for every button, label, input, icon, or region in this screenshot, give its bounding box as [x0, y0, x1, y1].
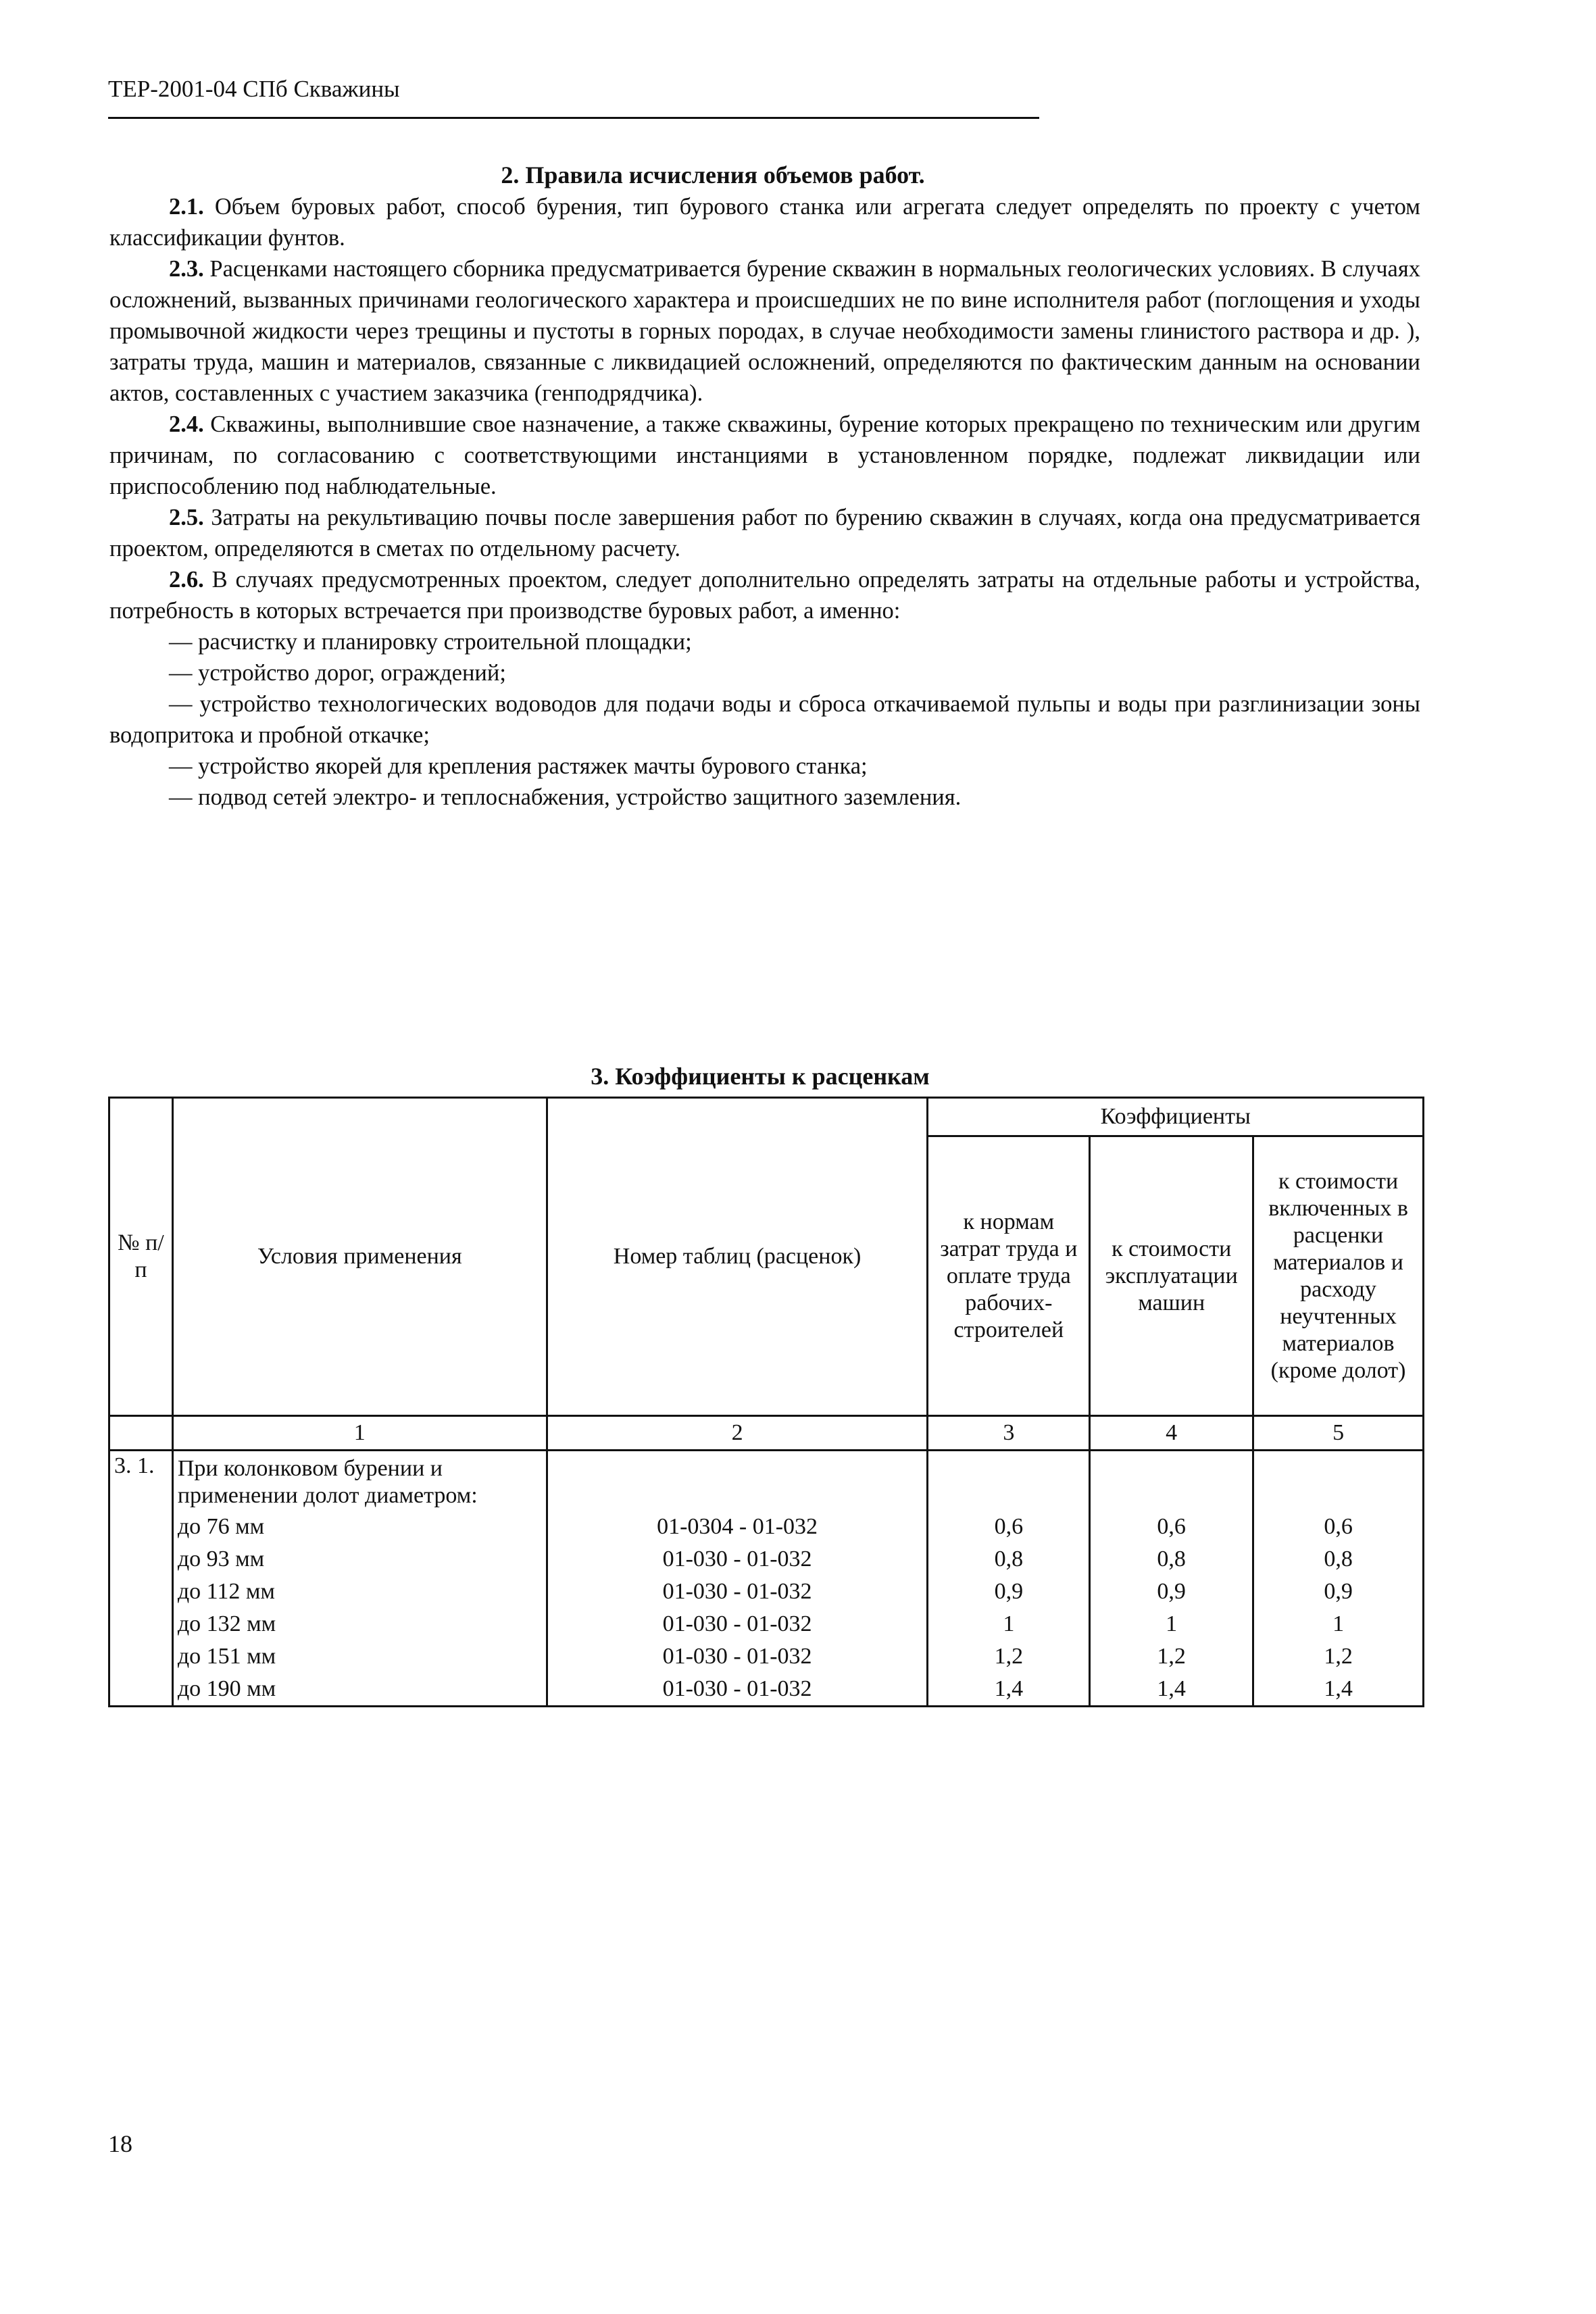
group-num: 3. 1. [109, 1451, 173, 1511]
header-tables: Номер таблиц (расценок) [547, 1098, 928, 1416]
header-num: № п/п [109, 1098, 173, 1416]
row-tables: 01-030 - 01-032 [547, 1673, 928, 1707]
row-c3: 0,8 [928, 1543, 1090, 1576]
section-2-body [109, 191, 1420, 813]
header-conditions: Условия применения [172, 1098, 547, 1416]
column-number: 1 [172, 1416, 547, 1451]
paragraph-2-1: 2.1. Объем буровых работ, способ бурения, тип бурового станка или агрегата следует определять по проекту с учетом классификации фунтов. [109, 194, 1420, 251]
row-c3: 1,2 [928, 1640, 1090, 1673]
row-c3: 0,9 [928, 1576, 1090, 1608]
table-row [109, 1511, 1424, 1543]
list-item: — подвод сетей электро- и теплоснабжения, устройство защитного заземления. [169, 784, 962, 810]
row-tables: 01-030 - 01-032 [547, 1576, 928, 1608]
row-condition: до 151 мм [172, 1640, 547, 1673]
column-number: 2 [547, 1416, 928, 1451]
row-c5: 0,8 [1253, 1543, 1424, 1576]
table-row [109, 1673, 1424, 1707]
row-c4: 0,6 [1090, 1511, 1253, 1543]
row-c5: 1,2 [1253, 1640, 1424, 1673]
table-header-row [109, 1098, 1424, 1136]
table-row [109, 1543, 1424, 1576]
column-number: 3 [928, 1416, 1090, 1451]
row-tables: 01-030 - 01-032 [547, 1640, 928, 1673]
column-number-empty [109, 1416, 173, 1451]
header-col3: к нормам затрат труда и оплате труда рабочих-строителей [928, 1136, 1090, 1416]
paragraph-2-3: 2.3. Расценками настоящего сборника предусматривается бурение скважин в нормальных геологических условиях. В случаях осложнений, вызванных причинами геологического характера и происшедших не по вине исполнителя работ (поглощения и уходы промывочной жидкости через трещины и пустоты в горных породах, в случае необходимости замены глинистого раствора и др. ), затраты труда, машин и материалов, связанные с ликвидацией осложнений, определяются по фактическим данным на основании актов, составленных с участием заказчика (генподрядчика). [109, 256, 1420, 406]
table-row [109, 1576, 1424, 1608]
document-header: ТЕР-2001-04 СПб Скважины [108, 76, 400, 102]
page-number: 18 [108, 2130, 132, 2157]
paragraph-2-4: 2.4. Скважины, выполнившие свое назначение, а также скважины, бурение которых прекращено по техническим или другим причинам, по согласованию с соответствующими инстанциями в установленном порядке, подлежат ликвидации или приспособлению под наблюдательные. [109, 411, 1420, 499]
list-item: — расчистку и планировку строительной площадки; [169, 629, 692, 655]
row-c4: 1,2 [1090, 1640, 1253, 1673]
row-c5: 1 [1253, 1608, 1424, 1640]
row-condition: до 190 мм [172, 1673, 547, 1707]
row-c4: 0,9 [1090, 1576, 1253, 1608]
list-item: — устройство дорог, ограждений; [169, 660, 506, 686]
column-number: 4 [1090, 1416, 1253, 1451]
row-c5: 0,9 [1253, 1576, 1424, 1608]
row-condition: до 76 мм [172, 1511, 547, 1543]
section-2-title: 2. Правила исчисления объемов работ. [501, 161, 925, 188]
paragraph-2-6: 2.6. В случаях предусмотренных проектом, следует дополнительно определять затраты на отдельные работы и устройства, потребность в которых встречается при производстве буровых работ, а именно: [109, 567, 1420, 624]
table-row [109, 1608, 1424, 1640]
row-condition: до 132 мм [172, 1608, 547, 1640]
column-numbers-row [109, 1416, 1424, 1451]
group-row [109, 1451, 1424, 1511]
row-condition: до 112 мм [172, 1576, 547, 1608]
list-item: — устройство технологических водоводов для подачи воды и сброса откачиваемой пульпы и воды при разглинизации зоны водопритока и пробной откачке; [109, 691, 1420, 748]
row-c4: 1,4 [1090, 1673, 1253, 1707]
header-rule [108, 117, 1039, 119]
row-c3: 0,6 [928, 1511, 1090, 1543]
list-item: — устройство якорей для крепления растяжек мачты бурового станка; [169, 753, 868, 779]
header-coefficients: Коэффициенты [928, 1098, 1424, 1136]
header-col4: к стоимости эксплуатации машин [1090, 1136, 1253, 1416]
row-c5: 1,4 [1253, 1673, 1424, 1707]
section-3-title: 3. Коэффициенты к расценкам [591, 1063, 930, 1090]
header-col5: к стоимости включенных в расценки материалов и расходу неучтенных материалов (кроме долот) [1253, 1136, 1424, 1416]
row-tables: 01-030 - 01-032 [547, 1543, 928, 1576]
row-c3: 1,4 [928, 1673, 1090, 1707]
row-tables: 01-030 - 01-032 [547, 1608, 928, 1640]
row-c5: 0,6 [1253, 1511, 1424, 1543]
row-c4: 0,8 [1090, 1543, 1253, 1576]
row-c3: 1 [928, 1608, 1090, 1640]
row-condition: до 93 мм [172, 1543, 547, 1576]
column-number: 5 [1253, 1416, 1424, 1451]
row-c4: 1 [1090, 1608, 1253, 1640]
paragraph-2-5: 2.5. Затраты на рекультивацию почвы после завершения работ по бурению скважин в случаях, когда она предусматривается проектом, определяются в сметах по отдельному расчету. [109, 505, 1420, 561]
row-tables: 01-0304 - 01-032 [547, 1511, 928, 1543]
table-row [109, 1640, 1424, 1673]
group-text: При колонковом бурении и применении долот диаметром: [172, 1451, 547, 1511]
coefficients-table [108, 1097, 1424, 1707]
